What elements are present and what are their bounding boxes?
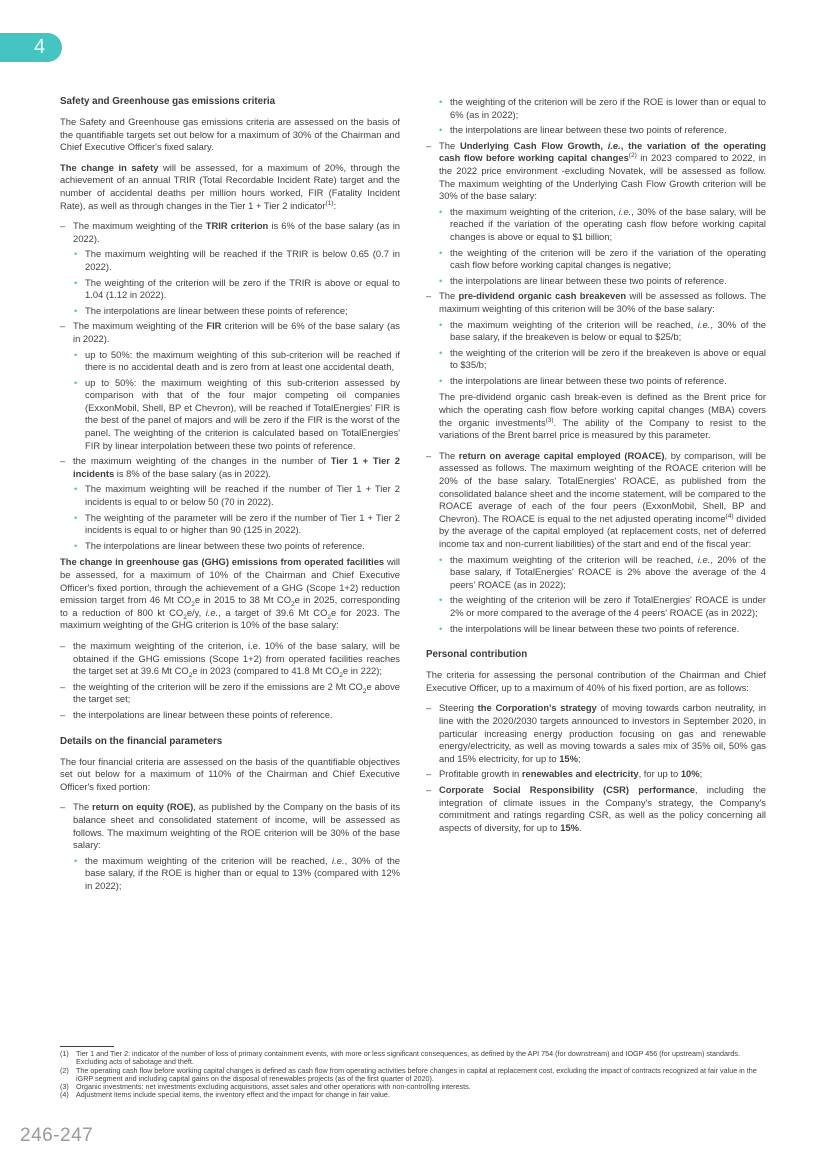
list-item: • the interpolations are linear between these two points of reference.: [426, 275, 766, 288]
list-item-tier: – the maximum weighting of the changes in the number of Tier 1 + Tier 2 incidents is 8% of the base salary (as in 2022).: [60, 455, 400, 480]
list-item-strategy: – Steering the Corporation's strategy of moving towards carbon neutrality, in line with the 2020/2030 targets announced to investors in September 2020, in particular increasing energy production focusing on gas and renewable energy/electricity, as well as moving towards a sales mix of 35% oil, 50% gas and 15% electricity, for up to 15%;: [426, 702, 766, 765]
list-item: • The weighting of the criterion will be zero if the TRIR is above or equal to 1.04 (1.12 in 2022).: [60, 277, 400, 302]
heading-personal: Personal contribution: [426, 649, 528, 661]
list-item-fir: – The maximum weighting of the FIR criterion will be 6% of the base salary (as in 2022).: [60, 320, 400, 345]
list-item: • the maximum weighting of the criterion will be reached, i.e., 30% of the base salary, if the breakeven is below or equal to $25/b;: [426, 319, 766, 344]
footnote-divider: [60, 1046, 114, 1047]
list-item-csr: – Corporate Social Responsibility (CSR) performance, including the integration of climate issues in the Company's strategy, the Company's commitment and ratings regarding CSR, as well as the policy concerning all aspects of diversity, for up to 15%.: [426, 784, 766, 834]
list-item: • The maximum weighting will be reached if the number of Tier 1 + Tier 2 incidents is equal to or below 50 (70 in 2022).: [60, 483, 400, 508]
list-item-breakeven: – The pre-dividend organic cash breakeven will be assessed as follows. The maximum weighting of this criterion will be 30% of the base salary:: [426, 290, 766, 315]
list-item-ghg-max: – the maximum weighting of the criterion, i.e. 10% of the base salary, will be obtained if the GHG emissions (Scope 1+2) from operated facilities reaches the target set at 39.6 Mt $CO_2e$ in 2023 (compared to 41.8 Mt $CO_2e$ in 222);: [60, 640, 400, 678]
paragraph-ghg: The change in greenhouse gas (GHG) emissions from operated facilities will be assessed, for a maximum of 10% of the Chairman and Chief Executive Officer's fixed portion, through the achievement of a GHG (Scope 1+2) reduction emission target from 46 Mt $CO_2e$ in 2015 to 38 Mt $CO_2e$ in 2025, corresponding to a reduction of 800 kt $CO_2e/y$, i.e., a target of 39.6 Mt $CO_2e$ for 2023. The maximum weighting of the GHG criterion is 10% of the base salary:: [60, 556, 401, 631]
paragraph-breakeven-definition: The pre-dividend organic cash break-even is defined as the Brent price for which the operating cash flow before working capital changes (MBA) covers the organic investments$^{(3)}$. The ability of the Company to resist to the variations of the Brent barrel price is measured by this parameter.: [439, 391, 767, 441]
list-item-trir: – The maximum weighting of the TRIR criterion is 6% of the base salary (as in 2022).: [60, 220, 400, 245]
footnote: (2) The operating cash flow before working capital changes is defined as cash flow from operating activities before changes in capital at replacement cost, excluding the impact of contracts recognized at fair value in the iGRP segment and including capital gains on the disposal of renewables projects (as of the first quarter of 2020).: [60, 1065, 757, 1083]
list-item: • the interpolations are linear between these two points of reference.: [426, 124, 766, 137]
list-item: • the interpolations will be linear between these two points of reference.: [426, 623, 766, 636]
chapter-number: 4: [34, 36, 46, 58]
footnote: (1) Tier 1 and Tier 2: indicator of the number of loss of primary containment events, with more or less significant consequences, as defined by the API 754 (for downstream) and IOGP 456 (for upstream) standards. Excluding acts of sabotage and theft.: [60, 1049, 740, 1067]
footnotes: [60, 1050, 766, 1100]
heading-financial: Details on the financial parameters: [60, 735, 223, 747]
list-item: • the interpolations are linear between these two points of reference.: [426, 375, 766, 388]
left-column: [60, 96, 400, 895]
paragraph-safety: The change in safety will be assessed, for a maximum of 20%, through the achievement of an annual TRIR (Total Recordable Incident Rate) target and the number of accidental deaths per million hours worked, FIR (Fatality Incident Rate), as well as through changes in the Tier 1 + Tier 2 indicator$^{(1)}$:: [60, 161, 400, 211]
footnote: (4) Adjustment items include special items, the inventory effect and the impact for change in fair value.: [60, 1090, 390, 1100]
right-column: [426, 96, 766, 837]
list-item: • up to 50%: the maximum weighting of this sub-criterion assessed by comparison with that of the four major competing oil companies (ExxonMobil, Shell, BP et Chevron), will be reached if TotalEnergies' FIR is the best of the panel of majors and will be zero if the FIR is the worst of the panel. The weighting of the criterion is calculated based on TotalEnergies' FIR by linear interpolation between these two points of reference.: [60, 377, 400, 453]
footnote: (3) Organic investments: net investments excluding acquisitions, asset sales and other operations with non-controlling interests.: [60, 1082, 471, 1092]
list-item-roe: – The return on equity (ROE), as published by the Company on the basis of its balance sheet and consolidated statement of income, will be assessed as follows. The maximum weighting of the ROE criterion will be 30% of the base salary:: [60, 801, 400, 851]
list-item: • The interpolations are linear between these points of reference;: [60, 305, 400, 318]
list-item-roace: – The return on average capital employed (ROACE), by comparison, will be assessed as follows. The maximum weighting of the ROACE criterion will be 20% of the base salary. TotalEnergies' ROACE, as published from the consolidated balance sheet and the income statement, will be compared to the ROACE average of each of the four peers (ExxonMobil, Shell, BP and Chevron). The ROACE is equal to the net adjusted operating income$^{(4)}$ divided by the average of the capital employed (at replacement costs, net of deferred income tax and non-current liabilities) of the start and end of the fiscal year:: [426, 450, 766, 551]
paragraph-personal: The criteria for assessing the personal contribution of the Chairman and Chief Executive Officer, up to a maximum of 40% of his fixed portion, are as follows:: [426, 669, 766, 693]
heading-safety-ghg: Safety and Greenhouse gas emissions criteria: [60, 96, 276, 107]
list-item: • The interpolations are linear between these two points of reference.: [60, 540, 400, 553]
list-item-renewables: – Profitable growth in renewables and electricity, for up to 10%;: [426, 768, 766, 781]
list-item-ghg-interp: – the interpolations are linear between these points of reference.: [60, 709, 400, 722]
list-item: • the weighting of the criterion will be zero if TotalEnergies' ROACE is under 2% or more compared to the average of the 4 peers' ROACE (as in 2022);: [426, 594, 766, 619]
list-item: • the weighting of the criterion will be zero if the breakeven is above or equal to $35/b;: [426, 347, 766, 372]
paragraph-financial: The four financial criteria are assessed on the basis of the quantifiable objectives set out below for a maximum of 110% of the Chairman and Chief Executive Officer's fixed portion:: [60, 755, 400, 792]
list-item: • the maximum weighting of the criterion, i.e., 30% of the base salary, will be reached if the variation of the operating cash flow before working capital changes is above or equal to $1 billion;: [426, 206, 766, 244]
list-item: • up to 50%: the maximum weighting of this sub-criterion will be reached if there is no accidental death and is zero from at least one accidental death,: [60, 349, 400, 374]
list-item: • the weighting of the criterion will be zero if the ROE is lower than or equal to 6% (as in 2022);: [426, 96, 766, 121]
list-item: • the maximum weighting of the criterion will be reached, i.e., 30% of the base salary, if the ROE is higher than or equal to 13% (compared with 12% in 2022);: [60, 855, 400, 893]
list-item-ghg-zero: – the weighting of the criterion will be zero if the emissions are 2 Mt $CO_2e$ above the target set;: [60, 681, 400, 706]
chapter-tab: [0, 33, 62, 62]
list-item-ucf: – The Underlying Cash Flow Growth, i.e., the variation of the operating cash flow before working capital changes$^{(2)}$ in 2023 compared to 2022, in the 2022 price environment -excluding Novatek, will be assessed as follow. The maximum weighting of the Underlying Cash Flow Growth criterion will be 30% of the base salary:: [426, 140, 766, 203]
paragraph-intro: The Safety and Greenhouse gas emissions criteria are assessed on the basis of the quantifiable targets set out below for a maximum of 30% of the Chairman and Chief Executive Officer's fixed salary.: [60, 116, 400, 153]
list-item: • The weighting of the parameter will be zero if the number of Tier 1 + Tier 2 incidents is equal to or higher than 90 (125 in 2022).: [60, 512, 400, 537]
list-item: • the maximum weighting of the criterion will be reached, i.e., 20% of the base salary, if TotalEnergies' ROACE is 2% above the average of the 4 peers' ROACE (as in 2022);: [426, 554, 766, 592]
list-item: • The maximum weighting will be reached if the TRIR is below 0.65 (0.7 in 2022).: [60, 248, 400, 273]
list-item: • the weighting of the criterion will be zero if the variation of the operating cash flow before working capital changes is negative;: [426, 247, 766, 272]
page-number: 246-247: [20, 1125, 94, 1146]
